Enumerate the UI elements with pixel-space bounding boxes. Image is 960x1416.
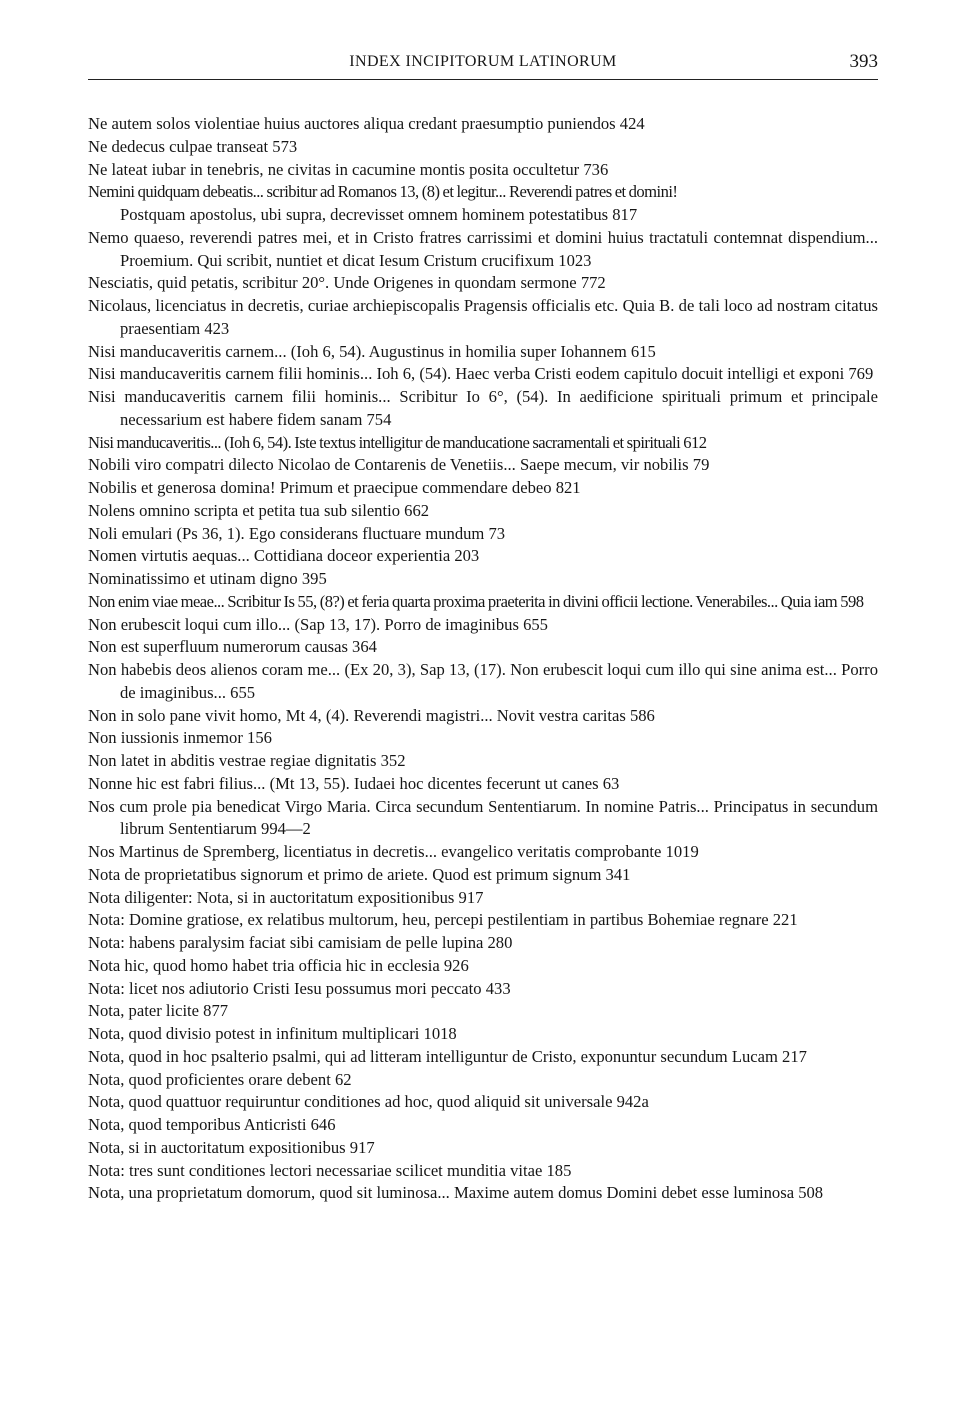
index-entry: Non in solo pane vivit homo, Mt 4, (4). Reverendi magistri... Novit vestra caritas 586 (88, 705, 655, 725)
index-entry: Nesciatis, quid petatis, scribitur 20°. Unde Origenes in quondam sermone 772 (88, 273, 606, 293)
index-entry: Nota: tres sunt conditiones lectori necessariae scilicet munditia vitae 185 (88, 1160, 572, 1180)
index-entry: Nisi manducaveritis carnem filii hominis... Scribitur Io 6°, (54). In aedificione spirituali primum et principale necessarium est habere fidem sanam 754 (88, 387, 878, 429)
index-entry: Nomen virtutis aequas... Cottidiana doceor experientia 203 (88, 546, 480, 566)
index-entry-list (88, 113, 878, 1205)
index-entry: Nota, quod quattuor requiruntur conditiones ad hoc, quod aliquid sit universale 942a (88, 1092, 649, 1112)
index-entry: Nota, pater licite 877 (88, 1001, 229, 1021)
index-entry: Nota de proprietatibus signorum et primo de ariete. Quod est primum signum 341 (88, 864, 631, 884)
index-entry: Nota diligenter: Nota, si in auctoritatum expositionibus 917 (88, 887, 484, 907)
page-header (88, 0, 878, 80)
index-entry: Nota, quod divisio potest in infinitum multiplicari 1018 (88, 1024, 457, 1043)
index-entry: Nota hic, quod homo habet tria officia hic in ecclesia 926 (88, 955, 469, 975)
index-entry: Nemini quidquam debeatis... scribitur ad Romanos 13, (8) et legitur... Reverendi patres et domini! (88, 182, 678, 202)
index-entry: Noli emulari (Ps 36, 1). Ego considerans fluctuare mundum 73 (88, 523, 506, 543)
index-entry: Nota, quod in hoc psalterio psalmi, qui ad litteram intelliguntur de Cristo, exponuntur secundum Lucam 217 (88, 1046, 807, 1066)
index-entry: Nota, quod temporibus Anticristi 646 (88, 1115, 336, 1134)
index-entry: Nicolaus, licenciatus in decretis, curiae archiepiscopalis Pragensis officialis etc. Quia B. de tali loco ad nostram citatus praesentiam 423 (88, 296, 878, 338)
page-number: 393 (849, 51, 878, 72)
index-entry: Nobili viro compatri dilecto Nicolao de Contarenis de Venetiis... Saepe mecum, vir nobilis 79 (88, 455, 710, 475)
index-entry: Nisi manducaveritis carnem filii hominis... Ioh 6, (54). Haec verba Cristi eodem capitulo docuit intelligi et exponi 769 (88, 364, 874, 384)
index-entry: Nobilis et generosa domina! Primum et praecipue commendare debeo 821 (88, 478, 581, 497)
index-entry: Nominatissimo et utinam digno 395 (88, 569, 327, 588)
index-entry: Nisi manducaveritis carnem... (Ioh 6, 54). Augustinus in homilia super Iohannem 615 (88, 341, 656, 361)
index-entry: Non habebis deos alienos coram me... (Ex 20, 3), Sap 13, (17). Non erubescit loqui cum illo qui sine anima est... Porro de imaginibus... 655 (88, 660, 878, 702)
index-entry: Nonne hic est fabri filius... (Mt 13, 55). Iudaei hoc dicentes fecerunt ut canes 63 (88, 773, 620, 793)
index-entry: Nolens omnino scripta et petita tua sub silentio 662 (88, 500, 430, 520)
index-entry: Ne lateat iubar in tenebris, ne civitas in cacumine montis posita occultetur 736 (88, 159, 609, 179)
index-entry: Non latet in abditis vestrae regiae dignitatis 352 (88, 751, 406, 770)
index-entry: Nota, si in auctoritatum expositionibus 917 (88, 1137, 375, 1157)
index-page (88, 0, 878, 1203)
index-entry-continuation: Postquam apostolus, ubi supra, decrevisset omnem hominem potestatibus 817 (120, 205, 638, 224)
index-entry: Nota, quod proficientes orare debent 62 (88, 1069, 352, 1089)
index-entry: Ne dedecus culpae transeat 573 (88, 136, 298, 156)
header-rule (88, 79, 878, 80)
running-title: INDEX INCIPITORUM LATINORUM (349, 53, 617, 70)
index-entry: Nota: habens paralysim faciat sibi camisiam de pelle lupina 280 (88, 933, 513, 952)
index-entry: Nota, una proprietatum domorum, quod sit luminosa... Maxime autem domus Domini debet esse luminosa 508 (88, 1183, 824, 1203)
index-entry: Nisi manducaveritis... (Ioh 6, 54). Iste textus intelligitur de manducatione sacramentali et spirituali 612 (88, 432, 707, 452)
index-entry: Nemo quaeso, reverendi patres mei, et in Cristo fratres carrissimi et domini huius tractatuli contemnat dispendium... Proemium. Qui scribit, nuntiet et dicat Iesum Cristum crucifixum 1023 (88, 227, 878, 270)
index-entry: Nos Martinus de Spremberg, licentiatus in decretis... evangelico veritatis comprobante 1019 (88, 842, 699, 861)
index-entry: Non enim viae meae... Scribitur Is 55, (8?) et feria quarta proxima praeterita in divini officii lectione. Venerabiles... Quia iam 598 (88, 591, 864, 611)
index-entry: Nos cum prole pia benedicat Virgo Maria. Circa secundum Sententiarum. In nomine Patris... Principatus in secundum librum Sententiarum 994—2 (88, 796, 878, 839)
index-entry: Non est superfluum numerorum causas 364 (88, 637, 377, 657)
index-entry: Nota: licet nos adiutorio Cristi Iesu possumus mori peccato 433 (88, 978, 511, 998)
index-entry: Ne autem solos violentiae huius auctores aliqua credant praesumptio puniendos 424 (88, 114, 645, 133)
index-entry: Non iussionis inmemor 156 (88, 728, 272, 748)
index-entry: Non erubescit loqui cum illo... (Sap 13, 17). Porro de imaginibus 655 (88, 614, 548, 634)
index-entry: Nota: Domine gratiose, ex relatibus multorum, heu, percepi pestilentiam in partibus Bohemiae regnare 221 (88, 910, 798, 930)
